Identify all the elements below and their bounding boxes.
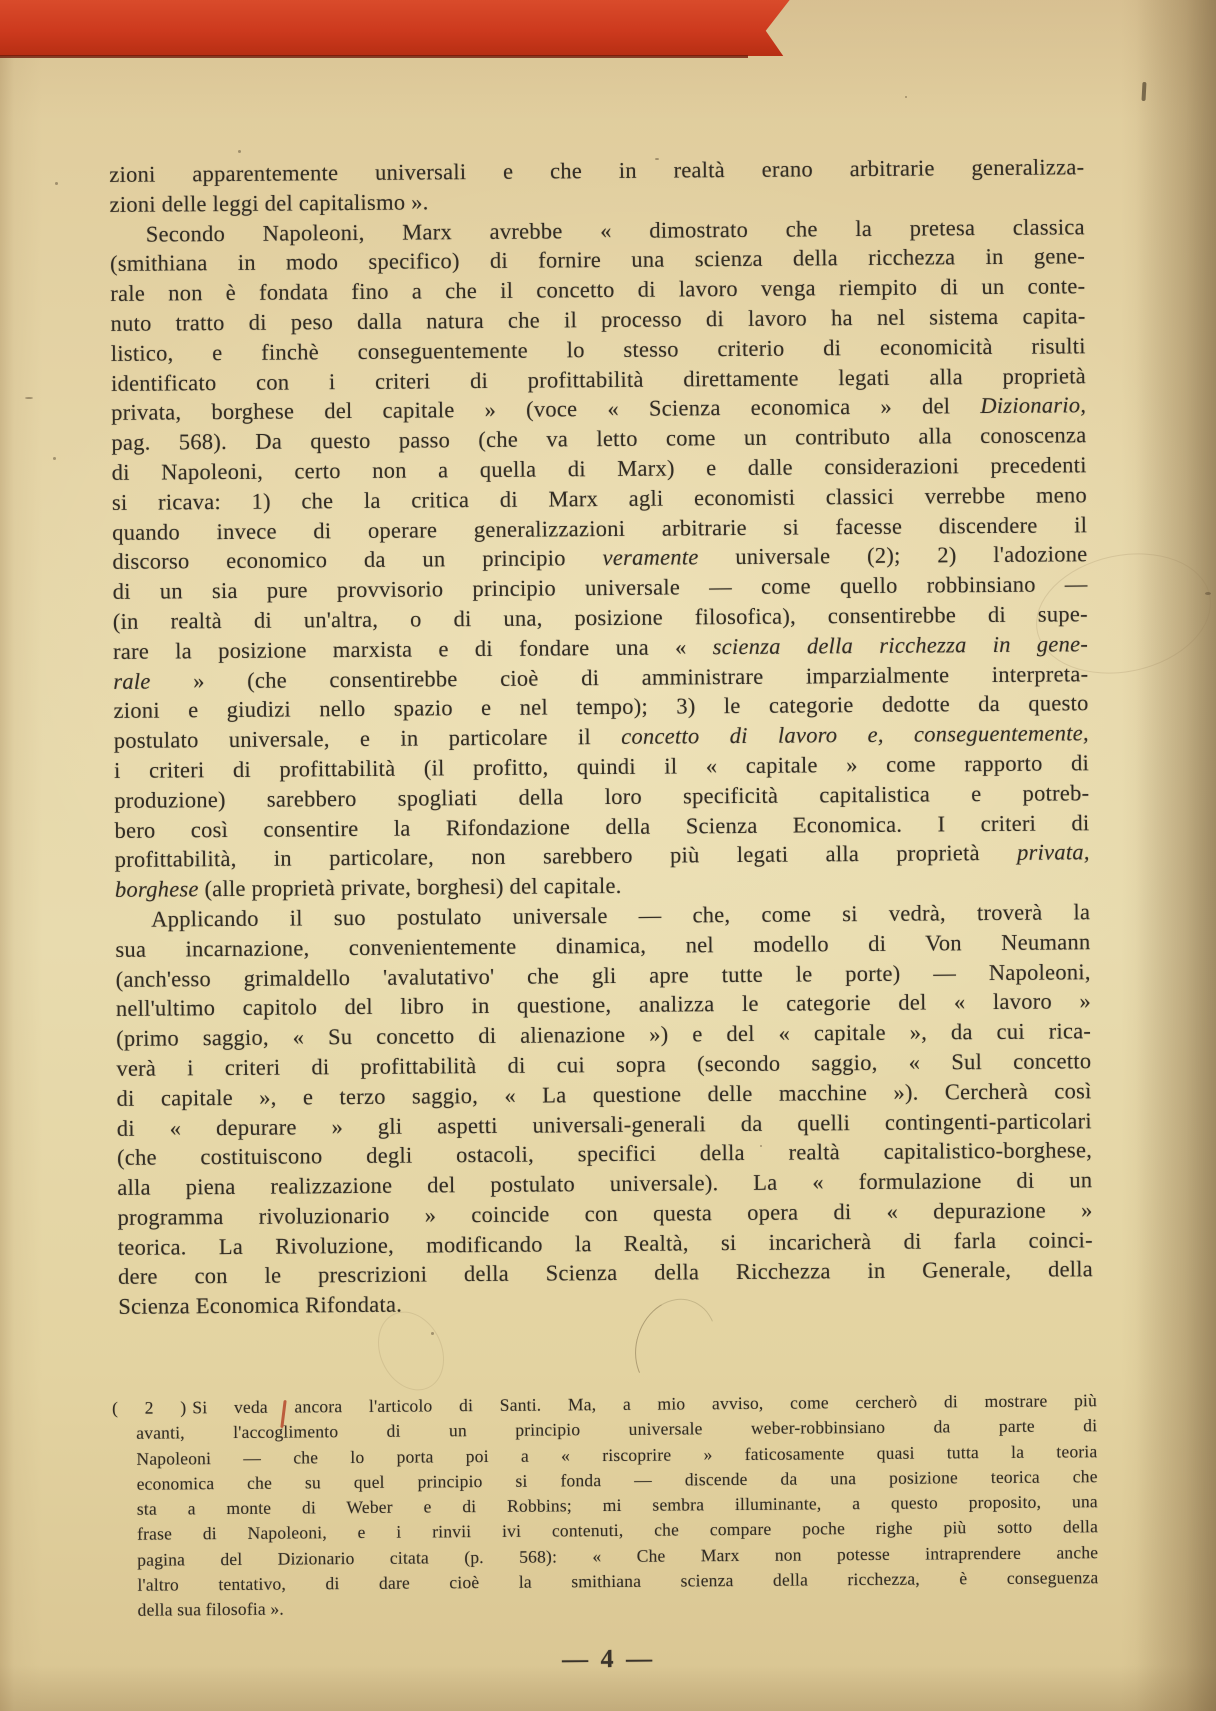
text-segment: teorica. La Rivoluzione, modificando la Realtà, si incaricherà di farla coinci- bbox=[117, 1226, 1093, 1260]
text-segment: nuto tratto di peso dalla natura che il processo di lavoro ha nel sistema capita- bbox=[110, 303, 1086, 336]
text-segment: quando invece di operare generalizzazioni arbitrarie si facesse discendere il bbox=[112, 511, 1088, 545]
text-segment: sta a monte di Weber e di Robbins; mi sembra illuminante, a questo proposito, una bbox=[136, 1491, 1098, 1519]
text-segment: sua incarnazione, convenientemente dinamica, nel modello di Von Neumann bbox=[115, 928, 1091, 962]
text-segment: » (che consentirebbe cioè di amministrare imparzialmente interpreta- bbox=[150, 660, 1089, 694]
text-segment: verà i criteri di profittabilità di cui sopra (secondo saggio, « Sul concetto bbox=[116, 1048, 1092, 1081]
italic-text-segment: veramente bbox=[602, 544, 699, 571]
text-segment: bero così consentire la Rifondazione della Scienza Economica. I criteri di bbox=[114, 809, 1090, 843]
text-segment: (che costituiscono degli ostacoli, specifici della realtà capitalistico-borghese, bbox=[116, 1137, 1093, 1171]
text-segment: programma rivoluzionario » coincide con questa opera di « depurazione » bbox=[117, 1197, 1093, 1230]
text-segment: l'altro tentativo, di dare cioè la smithiana scienza della ricchezza, è conseguenza bbox=[137, 1567, 1099, 1595]
text-segment: zioni apparentemente universali e che in realtà erano arbitrarie generalizza- bbox=[109, 154, 1085, 187]
text-segment: zioni delle leggi del capitalismo ». bbox=[109, 189, 429, 217]
text-segment: Secondo Napoleoni, Marx avrebbe « dimostrato che la pretesa classica bbox=[145, 213, 1085, 247]
text-segment: rare la posizione marxista e di fondare una « bbox=[113, 633, 713, 664]
text-segment: Scienza Economica Rifondata. bbox=[118, 1291, 403, 1320]
text-segment: frase di Napoleoni, e i rinvii ivi contenuti, che compare poche righe più sotto della bbox=[136, 1516, 1099, 1545]
italic-text-segment: borghese bbox=[114, 876, 199, 902]
text-segment: postulato universale, e in particolare il bbox=[113, 724, 622, 754]
text-segment: di un sia pure provvisorio principio universale — come quello robbinsiano — bbox=[112, 571, 1088, 605]
text-segment: identificato con i criteri di profittabilità direttamente legati alla proprietà bbox=[110, 362, 1087, 396]
text-segment: pag. 568). Da questo passo (che va letto come un contributo alla conoscenza bbox=[111, 422, 1087, 456]
text-segment: (primo saggio, « Su concetto di alienazione ») e del « capitale », da cui rica- bbox=[116, 1018, 1092, 1051]
text-segment: discorso economico da un principio bbox=[112, 545, 603, 575]
text-segment: listico, e finchè conseguentemente lo stesso criterio di economicità risulti bbox=[110, 333, 1086, 366]
text-segment: (anch'esso grimaldello 'avalutativo' che gli apre tutte le porte) — Napoleoni, bbox=[115, 958, 1091, 992]
text-segment: produzione) sarebbero spogliati della loro specificità capitalistica e potreb- bbox=[114, 779, 1090, 813]
text-segment: dere con le prescrizioni della Scienza della Ricchezza in Generale, della bbox=[117, 1256, 1094, 1290]
text-segment: i criteri di profittabilità (il profitto, quindi il « capitale » come rapporto di bbox=[113, 750, 1090, 783]
text-segment: profittabilità, in particolare, non sarebbero più legati alla proprietà bbox=[114, 840, 1018, 873]
text-segment: alla piena realizzazione del postulato universale). La « formulazione di un bbox=[117, 1167, 1093, 1200]
text-segment: (in realtà di un'altra, o di una, posizione filosofica), consentirebbe di supe- bbox=[112, 601, 1088, 634]
text-segment: zioni e giudizi nello spazio e nel tempo); 3) le categorie dedotte da questo bbox=[113, 690, 1089, 724]
text-segment: (smithiana in modo specifico) di fornire una scienza della ricchezza in gene- bbox=[109, 243, 1086, 277]
text-segment: (alle proprietà private, borghesi) del capitale. bbox=[198, 873, 622, 902]
paragraph bbox=[110, 212, 1090, 905]
body-text bbox=[109, 152, 1093, 1322]
italic-text-segment: privata, bbox=[1016, 839, 1090, 866]
footnote-marker: ( 2 ) bbox=[111, 1397, 187, 1418]
italic-text-segment: scienza della ricchezza in gene- bbox=[712, 630, 1089, 659]
paragraph bbox=[109, 152, 1084, 219]
text-segment: della sua filosofia ». bbox=[137, 1598, 285, 1621]
text-segment: Napoleoni — che lo porta poi a « riscoprire » faticosamente quasi tutta la teoria bbox=[136, 1440, 1098, 1469]
body-line bbox=[118, 1284, 1093, 1321]
page-number: — 4 — bbox=[561, 1643, 656, 1674]
text-segment: Si veda ancora l'articolo di Santi. Ma, a mio avviso, come cercherò di mostrare più bbox=[192, 1390, 1098, 1418]
text-segment: economica che su quel principio si fonda — discende da una posizione teorica che bbox=[136, 1466, 1098, 1494]
text-segment: di capitale », e terzo saggio, « La questione delle macchine »). Cercherà così bbox=[116, 1077, 1092, 1111]
text-segment: privata, borghese del capitale » (voce « Scienza economica » del bbox=[111, 393, 981, 426]
text-segment: universale (2); 2) l'adozione bbox=[698, 541, 1088, 570]
text-segment: avanti, l'accoglimento di un principio universale weber-robbinsiano da parte di bbox=[136, 1415, 1098, 1444]
italic-text-segment: Dizionario, bbox=[980, 392, 1087, 419]
footnote bbox=[112, 1388, 1099, 1623]
text-segment: pagina del Dizionario citata (p. 568): « Che Marx non potesse intraprendere anche bbox=[137, 1541, 1099, 1570]
text-segment: di « depurare » gli aspetti universali-generali da quelli contingenti-particolari bbox=[116, 1107, 1092, 1141]
text-segment: di Napoleoni, certo non a quella di Marx) e dalle considerazioni precedenti bbox=[111, 452, 1087, 485]
text-segment: nell'ultimo capitolo del libro in questione, analizza le categorie del « lavoro » bbox=[115, 988, 1091, 1022]
italic-text-segment: concetto di lavoro e, conseguentemente, bbox=[621, 720, 1089, 750]
paragraph bbox=[115, 897, 1093, 1322]
italic-text-segment: rale bbox=[113, 668, 151, 694]
text-segment: Applicando il suo postulato universale — che, come si vedrà, troverà la bbox=[151, 899, 1091, 932]
text-segment: rale non è fondata fino a che il concetto di lavoro venga riempito di un conte- bbox=[110, 273, 1086, 307]
text-segment: si ricava: 1) che la critica di Marx agli economisti classici verrebbe meno bbox=[111, 481, 1088, 515]
